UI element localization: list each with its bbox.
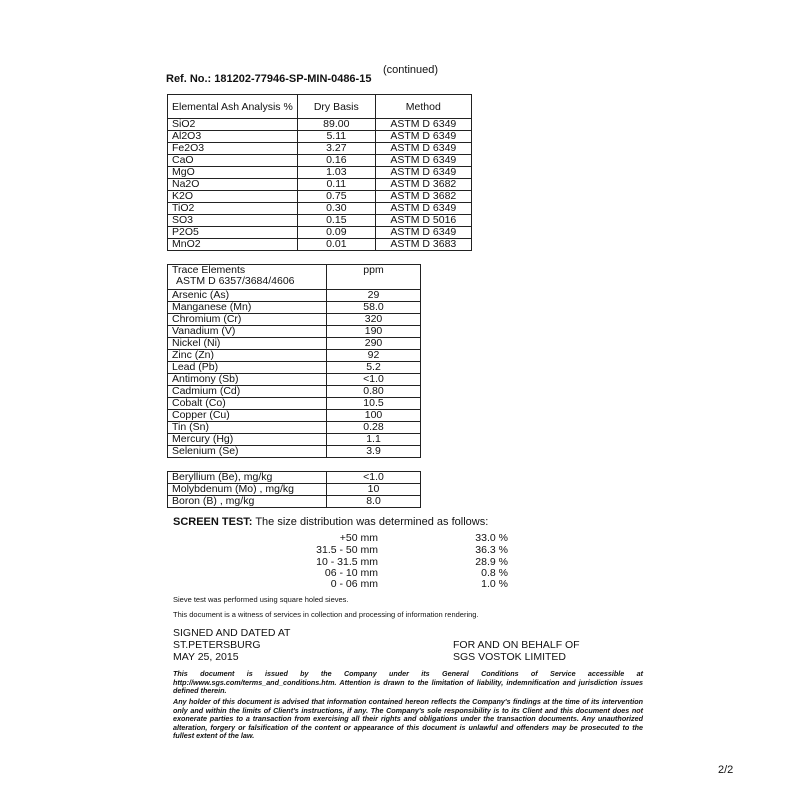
method-cell: ASTM D 3683 xyxy=(375,239,471,251)
table-row xyxy=(168,362,421,374)
oxide-cell: P2O5 xyxy=(168,227,298,239)
table-row xyxy=(168,374,421,386)
method-cell: ASTM D 6349 xyxy=(375,227,471,239)
ref-value: 181202-77946-SP-MIN-0486-15 xyxy=(214,73,372,85)
element-cell: Mercury (Hg) xyxy=(168,434,327,446)
element-cell: Copper (Cu) xyxy=(168,410,327,422)
table-row xyxy=(168,338,421,350)
table-row xyxy=(168,350,421,362)
oxide-cell: CaO xyxy=(168,155,298,167)
method-cell: ASTM D 6349 xyxy=(375,119,471,131)
table-row xyxy=(168,155,472,167)
value-cell: 190 xyxy=(327,326,421,338)
size-range: 06 - 10 mm xyxy=(324,567,378,579)
continued-label: (continued) xyxy=(383,64,439,76)
trace-header-method: ASTM D 6357/3684/4606 xyxy=(176,275,295,287)
table-row xyxy=(168,484,421,496)
size-percent: 36.3 % xyxy=(475,544,508,556)
element-cell: Nickel (Ni) xyxy=(168,338,327,350)
table-row xyxy=(168,434,421,446)
value-cell: 100 xyxy=(327,410,421,422)
element-cell: Boron (B) , mg/kg xyxy=(168,496,327,508)
table-row xyxy=(168,290,421,302)
value-cell: 29 xyxy=(327,290,421,302)
oxide-cell: Na2O xyxy=(168,179,298,191)
method-cell: ASTM D 6349 xyxy=(375,131,471,143)
value-cell: 89.00 xyxy=(297,119,375,131)
table-row xyxy=(168,472,421,484)
element-cell: Antimony (Sb) xyxy=(168,374,327,386)
oxide-cell: TiO2 xyxy=(168,203,298,215)
element-cell: Manganese (Mn) xyxy=(168,302,327,314)
signed-block xyxy=(173,627,290,663)
signed-city: ST.PETERSBURG xyxy=(173,639,261,651)
size-range: 31.5 - 50 mm xyxy=(316,544,378,556)
trace-header xyxy=(168,265,327,290)
table-row xyxy=(168,239,472,251)
element-cell: Beryllium (Be), mg/kg xyxy=(168,472,327,484)
element-cell: Molybdenum (Mo) , mg/kg xyxy=(168,484,327,496)
element-cell: Lead (Pb) xyxy=(168,362,327,374)
size-percent: 0.8 % xyxy=(481,567,508,579)
table-row xyxy=(168,326,421,338)
oxide-cell: MgO xyxy=(168,167,298,179)
size-percent: 28.9 % xyxy=(475,556,508,568)
value-cell: 92 xyxy=(327,350,421,362)
trace-header-title: Trace Elements xyxy=(172,264,246,276)
column-header: Elemental Ash Analysis % xyxy=(168,95,298,119)
table-header-row xyxy=(168,265,421,290)
value-cell: 290 xyxy=(327,338,421,350)
element-cell: Tin (Sn) xyxy=(168,422,327,434)
ref-label: Ref. No.: xyxy=(166,73,212,85)
signed-date: MAY 25, 2015 xyxy=(173,651,239,663)
column-header: Method xyxy=(375,95,471,119)
size-range: 10 - 31.5 mm xyxy=(316,556,378,568)
value-cell: 0.09 xyxy=(297,227,375,239)
value-cell: 10.5 xyxy=(327,398,421,410)
element-cell: Cobalt (Co) xyxy=(168,398,327,410)
table-row xyxy=(168,422,421,434)
legal-notice-terms: This document is issued by the Company under its General Conditions of Service accessible at http://www.sgs.com/terms_and_conditions.htm. Attention is drawn to the limitation of liability, indemnification and jurisdiction issues defined therein. xyxy=(173,669,643,696)
method-cell: ASTM D 5016 xyxy=(375,215,471,227)
value-cell: 0.01 xyxy=(297,239,375,251)
value-cell: 3.27 xyxy=(297,143,375,155)
oxide-cell: SiO2 xyxy=(168,119,298,131)
table-row xyxy=(168,167,472,179)
method-cell: ASTM D 3682 xyxy=(375,179,471,191)
behalf-block xyxy=(453,639,580,663)
screen-test-heading xyxy=(173,516,488,528)
sieve-note: Sieve test was performed using square holed sieves. xyxy=(173,595,349,604)
table-row xyxy=(168,446,421,458)
table-row xyxy=(168,227,472,239)
elemental-ash-table xyxy=(167,94,472,251)
method-cell: ASTM D 6349 xyxy=(375,167,471,179)
value-cell: <1.0 xyxy=(327,374,421,386)
value-cell: 0.75 xyxy=(297,191,375,203)
value-cell: <1.0 xyxy=(327,472,421,484)
table-row xyxy=(168,496,421,508)
oxide-cell: Fe2O3 xyxy=(168,143,298,155)
table-row xyxy=(168,179,472,191)
misc-elements-table xyxy=(167,471,421,508)
table-row xyxy=(168,131,472,143)
behalf-line: FOR AND ON BEHALF OF xyxy=(453,639,580,651)
signed-line: SIGNED AND DATED AT xyxy=(173,627,291,639)
screen-test-label: SCREEN TEST: xyxy=(173,516,253,528)
value-cell: 0.28 xyxy=(327,422,421,434)
table-row xyxy=(168,191,472,203)
value-cell: 0.80 xyxy=(327,386,421,398)
table-header-row xyxy=(168,95,472,119)
value-cell: 0.16 xyxy=(297,155,375,167)
size-percent: 1.0 % xyxy=(481,578,508,590)
table-row xyxy=(168,302,421,314)
column-header: Dry Basis xyxy=(297,95,375,119)
size-range: 0 - 06 mm xyxy=(330,578,378,590)
table-row xyxy=(168,314,421,326)
method-cell: ASTM D 6349 xyxy=(375,143,471,155)
witness-note: This document is a witness of services in collection and processing of information rendering. xyxy=(173,610,479,619)
oxide-cell: K2O xyxy=(168,191,298,203)
table-row xyxy=(168,119,472,131)
unit-header: ppm xyxy=(327,265,421,290)
value-cell: 320 xyxy=(327,314,421,326)
oxide-cell: MnO2 xyxy=(168,239,298,251)
value-cell: 3.9 xyxy=(327,446,421,458)
table-row xyxy=(168,386,421,398)
oxide-cell: SO3 xyxy=(168,215,298,227)
value-cell: 58.0 xyxy=(327,302,421,314)
method-cell: ASTM D 3682 xyxy=(375,191,471,203)
legal-notice-liability: Any holder of this document is advised that information contained hereon reflects the Company's findings at the time of its intervention only and within the limits of Client's instructions, if any. The Company's sole responsibility is to its Client and this document does not exonerate parties to a transaction from exercising all their rights and obligations under the transaction documents. Any unauthorized alteration, forgery or falsification of the content or appearance of this document is unlawful and offenders may be prosecuted to the fullest extent of the law. xyxy=(173,697,643,741)
size-range: +50 mm xyxy=(339,532,378,544)
element-cell: Vanadium (V) xyxy=(168,326,327,338)
value-cell: 1.1 xyxy=(327,434,421,446)
element-cell: Chromium (Cr) xyxy=(168,314,327,326)
screen-test-text: The size distribution was determined as follows: xyxy=(255,516,489,528)
element-cell: Arsenic (As) xyxy=(168,290,327,302)
value-cell: 10 xyxy=(327,484,421,496)
value-cell: 0.11 xyxy=(297,179,375,191)
table-row xyxy=(168,215,472,227)
table-row xyxy=(168,203,472,215)
method-cell: ASTM D 6349 xyxy=(375,203,471,215)
oxide-cell: Al2O3 xyxy=(168,131,298,143)
value-cell: 1.03 xyxy=(297,167,375,179)
value-cell: 5.2 xyxy=(327,362,421,374)
trace-elements-table xyxy=(167,264,421,458)
element-cell: Zinc (Zn) xyxy=(168,350,327,362)
table-row xyxy=(168,143,472,155)
size-percent: 33.0 % xyxy=(475,532,508,544)
table-row xyxy=(168,410,421,422)
table-row xyxy=(168,398,421,410)
value-cell: 8.0 xyxy=(327,496,421,508)
element-cell: Selenium (Se) xyxy=(168,446,327,458)
method-cell: ASTM D 6349 xyxy=(375,155,471,167)
value-cell: 0.15 xyxy=(297,215,375,227)
value-cell: 0.30 xyxy=(297,203,375,215)
element-cell: Cadmium (Cd) xyxy=(168,386,327,398)
value-cell: 5.11 xyxy=(297,131,375,143)
behalf-company: SGS VOSTOK LIMITED xyxy=(453,651,566,663)
reference-number xyxy=(166,73,371,85)
page-number: 2/2 xyxy=(718,764,734,776)
